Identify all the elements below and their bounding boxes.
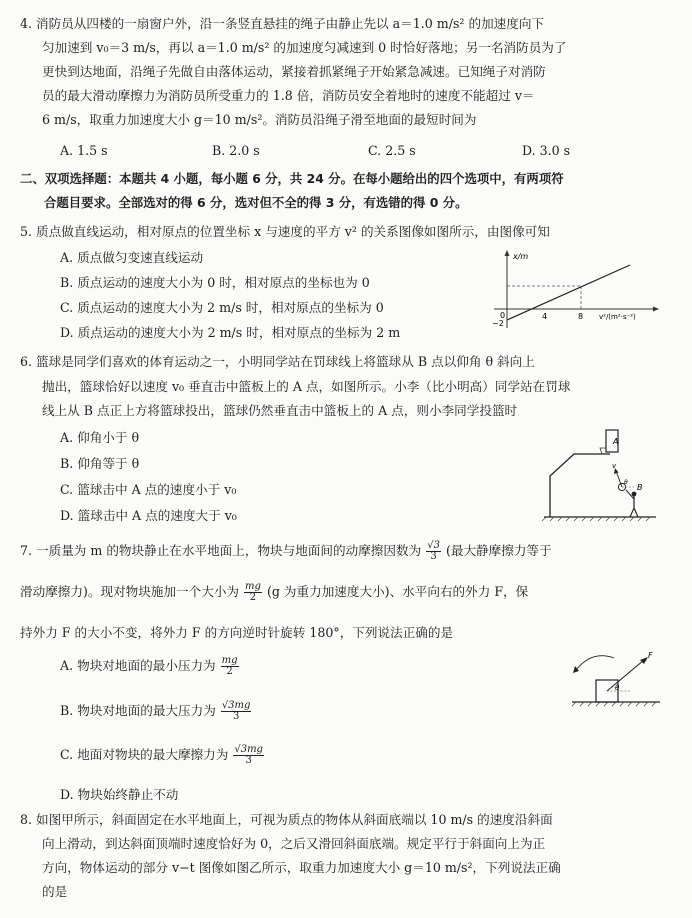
option-c-fraction <box>233 745 264 766</box>
question-6-line-2: 抛出，篮球恰好以速度 v₀ 垂直击中篮板上的 A 点，如图所示。小李（比小明高）同学站在罚球 <box>42 379 571 394</box>
question-4-line-1: 4. 消防员从四楼的一扇窗户外，沿一条竖直悬挂的绳子由静止先以 a＝1.0 m/s² 的加速度向下 <box>20 16 545 31</box>
question-8-line-1: 8. 如图甲所示，斜面固定在水平地面上，可视为质点的物体从斜面底端以 10 m/s 的速度沿斜面 <box>20 812 553 827</box>
question-7-line-3: 持外力 F 的大小不变，将外力 F 的方向逆时针旋转 180°，下列说法正确的是 <box>20 625 454 640</box>
question-6-option-d[interactable]: D. 篮球击中 A 点的速度大于 v₀ <box>60 508 237 523</box>
figure-label-theta: θ <box>615 684 620 692</box>
figure-hoop-net <box>600 448 606 454</box>
fraction-denominator: 2 <box>226 666 233 677</box>
question-7-line-2-text: 滑动摩擦力)。现对物块施加一个大小为 <box>20 584 240 599</box>
option-b-fraction <box>221 701 252 722</box>
question-8-line-2: 向上滑动，到达斜面顶端时速度恰好为 0，之后又滑回斜面底端。规定平行于斜面向上为正 <box>42 836 546 851</box>
figure-label-v: v <box>612 462 617 470</box>
figure-rotation-arc <box>576 656 614 670</box>
graph-origin-label: 0 <box>500 311 506 320</box>
graph-x-tick-8: 8 <box>578 312 584 321</box>
question-7-block-figure <box>568 646 664 714</box>
fraction-numerator: √3mg <box>234 744 263 755</box>
figure-label-theta: θ <box>624 479 628 486</box>
question-7-option-a[interactable] <box>60 655 240 677</box>
friction-coefficient-fraction <box>426 541 441 562</box>
question-5-option-b[interactable]: B. 质点运动的速度大小为 0 时，相对原点的坐标也为 0 <box>60 275 370 290</box>
question-4-option-a[interactable]: A. 1.5 s <box>60 143 108 158</box>
question-7-option-c[interactable] <box>60 744 265 766</box>
question-4-line-2: 匀加速到 v₀＝3 m/s，再以 a＝1.0 m/s² 的加速度匀减速到 0 时恰好落地；另一名消防员为了 <box>42 40 567 55</box>
question-4-line-3: 更快到达地面，沿绳子先做自由落体运动，紧接着抓紧绳子开始紧急减速。已知绳子对消防 <box>42 64 546 79</box>
force-magnitude-fraction <box>244 582 262 603</box>
option-b-text: B. 物块对地面的最大压力为 <box>60 703 216 718</box>
graph-y-intercept-label: −2 <box>492 319 504 328</box>
figure-player-head <box>632 492 637 497</box>
question-5-option-a[interactable]: A. 质点做匀变速直线运动 <box>60 250 204 265</box>
graph-x-axis-arrow <box>653 307 659 312</box>
question-4-option-c[interactable]: C. 2.5 s <box>368 143 416 158</box>
fraction-denominator: 3 <box>245 755 252 766</box>
question-8-line-4: 的是 <box>42 884 68 899</box>
question-4-line-4: 员的最大滑动摩擦力为消防员所受重力的 1.8 倍，消防员安全着地时的速度不能超过 v＝ <box>42 88 535 103</box>
question-7-line-2-tail: (g 为重力加速度大小)、水平向右的外力 F，保 <box>266 584 529 599</box>
figure-player-left-leg <box>630 508 634 517</box>
question-5-x-v2-graph <box>484 248 660 334</box>
graph-x-tick-4: 4 <box>542 312 548 321</box>
question-7-line-1-tail: (最大静摩擦力等于 <box>445 543 552 558</box>
fraction-numerator: √3mg <box>221 700 251 711</box>
graph-x-axis-label: v²/(m²·s⁻²) <box>599 313 636 321</box>
figure-label-a: A <box>613 437 619 446</box>
section-2-line-2: 合题目要求。全部选对的得 6 分，选对但不全的得 3 分，有选错的得 0 分。 <box>44 195 468 210</box>
question-6-option-a[interactable]: A. 仰角小于 θ <box>60 430 140 445</box>
question-6-line-1: 6. 篮球是同学们喜欢的体育运动之一，小明同学站在罚球线上将篮球从 B 点以仰角 θ 斜向上 <box>20 354 535 369</box>
figure-player-right-leg <box>634 508 638 517</box>
question-4-line-5: 6 m/s，取重力加速度大小 g＝10 m/s²。消防员沿绳子滑至地面的最短时间为 <box>42 112 477 127</box>
question-6-basketball-figure <box>540 424 660 524</box>
fraction-numerator: mg <box>221 655 238 666</box>
graph-y-axis-label: x/m <box>513 252 529 261</box>
question-5-option-c[interactable]: C. 质点运动的速度大小为 2 m/s 时，相对原点的坐标为 0 <box>60 300 384 315</box>
question-7-option-b[interactable] <box>60 700 252 722</box>
section-2-line-1: 二、双项选择题：本题共 4 小题，每小题 6 分，共 24 分。在每小题给出的四个选项中，有两项符 <box>20 171 564 186</box>
option-a-fraction <box>221 656 239 677</box>
question-5-option-d[interactable]: D. 质点运动的速度大小为 2 m/s 时，相对原点的坐标为 2 m <box>60 325 401 340</box>
question-6-line-3: 线上从 B 点正上方将篮球投出，篮球仍然垂直击中篮板上的 A 点，则小李同学投篮时 <box>42 403 518 418</box>
fraction-denominator: 3 <box>430 551 437 562</box>
question-7-option-d[interactable]: D. 物块始终静止不动 <box>60 787 179 802</box>
option-a-text: A. 物块对地面的最小压力为 <box>60 658 216 673</box>
question-7-line-1 <box>20 540 552 562</box>
question-4-option-d[interactable]: D. 3.0 s <box>522 143 571 158</box>
question-4-option-b[interactable]: B. 2.0 s <box>212 143 260 158</box>
question-6-option-b[interactable]: B. 仰角等于 θ <box>60 456 140 471</box>
question-5-stem: 5. 质点做直线运动，相对原点的位置坐标 x 与速度的平方 v² 的关系图像如图所示，由图像可知 <box>20 224 550 239</box>
fraction-denominator: 3 <box>232 711 240 722</box>
question-7-line-2 <box>20 581 528 603</box>
question-6-option-c[interactable]: C. 篮球击中 A 点的速度小于 v₀ <box>60 482 237 497</box>
fraction-numerator: mg <box>245 581 261 592</box>
option-c-text: C. 地面对物块的最大摩擦力为 <box>60 747 229 762</box>
graph-y-axis-arrow <box>505 250 510 256</box>
question-8-line-3: 方向，物体运动的部分 v−t 图像如图乙所示，取重力加速度大小 g＝10 m/s²，下列说法正确 <box>42 860 561 875</box>
fraction-numerator: √3 <box>427 540 440 551</box>
figure-hoop-stand <box>550 454 610 517</box>
question-7-line-1-text: 7. 一质量为 m 的物块静止在水平地面上，物块与地面间的动摩擦因数为 <box>20 543 422 558</box>
figure-label-f: F <box>648 651 653 660</box>
figure-label-b: B <box>637 483 643 492</box>
fraction-denominator: 2 <box>249 592 257 603</box>
graph-data-line <box>507 265 630 320</box>
figure-force-arrow <box>607 660 644 691</box>
